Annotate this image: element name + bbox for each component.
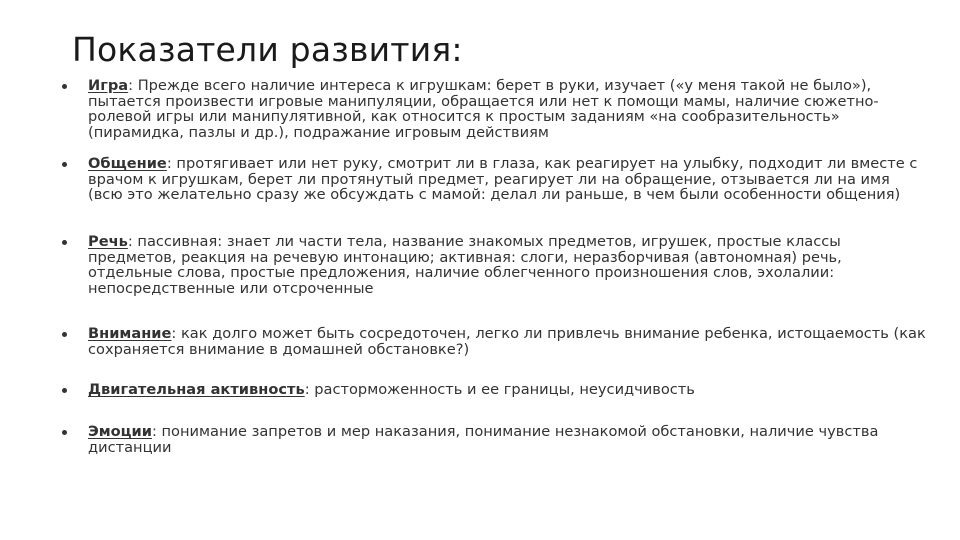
list-item-speech xyxy=(88,234,928,296)
list-item-motor-activity xyxy=(88,382,928,398)
bullet-icon xyxy=(62,240,67,245)
bullet-icon xyxy=(62,388,67,393)
bullet-icon xyxy=(62,332,67,337)
bullet-icon xyxy=(62,162,67,167)
item-term: Игра xyxy=(88,77,129,94)
item-text: : Прежде всего наличие интереса к игрушкам: берет в руки, изучает («у меня такой не было»), пытается произвести игровые манипуляции, обращается или нет к помощи мамы, наличие сюжетно-ролевой игры или манипулятивной, как относится к простым заданиям «на сообразительность» (пирамидка, пазлы и др.), подражание игровым действиям xyxy=(88,77,879,141)
item-term: Речь xyxy=(88,233,128,250)
list-item-play xyxy=(88,78,928,140)
list-item-communication xyxy=(88,156,928,203)
item-term: Внимание xyxy=(88,325,172,342)
bullet-icon xyxy=(62,84,67,89)
item-term: Двигательная активность xyxy=(88,381,305,398)
item-text: : как долго может быть сосредоточен, легко ли привлечь внимание ребенка, истощаемость (как сохраняется внимание в домашней обстановке?) xyxy=(88,325,926,358)
list-item-attention xyxy=(88,326,928,357)
item-text: : пассивная: знает ли части тела, название знакомых предметов, игрушек, простые классы предметов, реакция на речевую интонацию; активная: слоги, неразборчивая (автономная) речь, отдельные слова, простые предложения, наличие облегченного произношения слов, эхолалии: непосредственные или отсроченные xyxy=(88,233,842,297)
item-text: : расторможенность и ее границы, неусидчивость xyxy=(304,381,695,398)
item-text: : протягивает или нет руку, смотрит ли в глаза, как реагирует на улыбку, подходит ли вместе с врачом к игрушкам, берет ли протянутый предмет, реагирует ли на обращение, отзывается ли на имя (всю это желательно сразу же обсуждать с мамой: делал ли раньше, в чем были особенности общения) xyxy=(88,155,918,204)
item-text: : понимание запретов и мер наказания, понимание незнакомой обстановки, наличие чувства дистанции xyxy=(88,423,879,456)
bullet-icon xyxy=(62,430,67,435)
slide-title: Показатели развития: xyxy=(72,30,463,69)
list-item-emotions xyxy=(88,424,928,455)
item-term: Общение xyxy=(88,155,167,172)
item-term: Эмоции xyxy=(88,423,152,440)
